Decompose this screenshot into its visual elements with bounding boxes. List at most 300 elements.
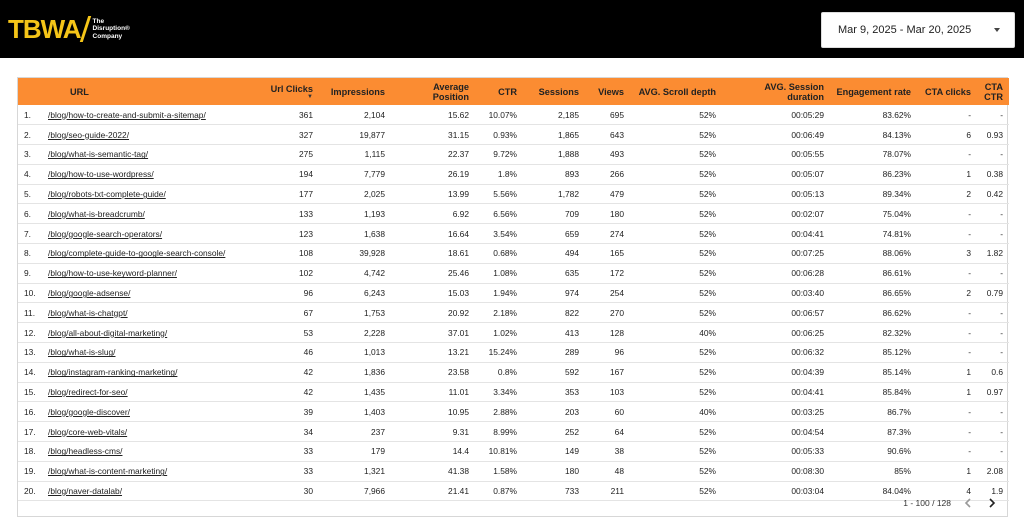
cell-clicks: 275 xyxy=(299,149,313,160)
url-link[interactable]: /blog/what-is-slug/ xyxy=(48,347,116,358)
cell-ctr: 2.88% xyxy=(493,406,517,417)
table-row xyxy=(18,224,1009,244)
url-cell xyxy=(44,481,249,501)
row-index: 7. xyxy=(24,228,31,239)
cell-ctr: 1.8% xyxy=(497,169,517,180)
cell-engagement: 88.06% xyxy=(882,248,911,259)
cell-position: 20.92 xyxy=(448,307,469,318)
url-cell xyxy=(44,461,249,481)
table-row xyxy=(18,422,1009,442)
date-range-value: Mar 9, 2025 - Mar 20, 2025 xyxy=(838,24,972,36)
url-link[interactable]: /blog/headless-cms/ xyxy=(48,446,123,457)
cell-duration: 00:04:39 xyxy=(791,367,824,378)
url-link[interactable]: /blog/instagram-ranking-marketing/ xyxy=(48,367,178,378)
cell-position: 25.46 xyxy=(448,268,469,279)
cell-scroll: 40% xyxy=(699,406,716,417)
url-cell xyxy=(44,105,249,125)
cell-sessions: 1,782 xyxy=(558,189,579,200)
cell-engagement: 83.62% xyxy=(882,109,911,120)
cell-impressions: 179 xyxy=(371,446,385,457)
cell-scroll: 52% xyxy=(699,109,716,120)
cell-engagement: 90.6% xyxy=(887,446,911,457)
cell-views: 270 xyxy=(610,307,624,318)
cell-views: 103 xyxy=(610,387,624,398)
url-cell xyxy=(44,184,249,204)
table-row xyxy=(18,164,1009,184)
cell-ctr: 0.93% xyxy=(493,129,517,140)
header-col-cta-ctr[interactable]: CTA CTR xyxy=(984,81,1003,102)
url-link[interactable]: /blog/google-adsense/ xyxy=(48,288,131,299)
cell-position: 13.99 xyxy=(448,189,469,200)
cell-engagement: 74.81% xyxy=(882,228,911,239)
cell-cta-clicks: 4 xyxy=(966,486,971,497)
cell-impressions: 1,435 xyxy=(364,387,385,398)
cell-impressions: 19,877 xyxy=(359,129,385,140)
top-bar xyxy=(0,0,1024,58)
row-index: 11. xyxy=(24,307,36,318)
cell-scroll: 52% xyxy=(699,367,716,378)
cell-cta-ctr: 0.38 xyxy=(986,169,1003,180)
cell-ctr: 15.24% xyxy=(488,347,517,358)
cell-duration: 00:03:04 xyxy=(791,486,824,497)
cell-scroll: 52% xyxy=(699,268,716,279)
url-link[interactable]: /blog/google-discover/ xyxy=(48,406,130,417)
url-cell xyxy=(44,323,249,343)
cell-clicks: 34 xyxy=(303,426,313,437)
cell-scroll: 52% xyxy=(699,169,716,180)
cell-impressions: 1,321 xyxy=(364,466,385,477)
cell-cta-ctr: 0.42 xyxy=(986,189,1003,200)
cell-cta-ctr: - xyxy=(1000,149,1003,160)
url-cell xyxy=(44,382,249,402)
cell-position: 23.58 xyxy=(448,367,469,378)
cell-cta-clicks: - xyxy=(968,268,971,279)
cell-duration: 00:05:55 xyxy=(791,149,824,160)
cell-impressions: 1,193 xyxy=(364,208,385,219)
cell-ctr: 0.68% xyxy=(493,248,517,259)
cell-views: 38 xyxy=(614,446,624,457)
col-index xyxy=(18,78,44,105)
cell-views: 48 xyxy=(614,466,624,477)
url-link[interactable]: /blog/what-is-breadcrumb/ xyxy=(48,208,145,219)
cell-engagement: 75.04% xyxy=(882,208,911,219)
cell-cta-clicks: 2 xyxy=(966,288,971,299)
table-row xyxy=(18,303,1009,323)
cell-cta-ctr: 0.6 xyxy=(991,367,1003,378)
table-row xyxy=(18,145,1009,165)
row-index: 14. xyxy=(24,367,36,378)
cell-clicks: 33 xyxy=(303,466,313,477)
cell-impressions: 1,115 xyxy=(364,149,385,160)
cell-engagement: 86.62% xyxy=(882,307,911,318)
cell-views: 479 xyxy=(610,189,624,200)
table-row xyxy=(18,184,1009,204)
cell-position: 14.4 xyxy=(452,446,469,457)
chevron-left-icon xyxy=(964,498,972,508)
cell-cta-clicks: - xyxy=(968,406,971,417)
table-row xyxy=(18,204,1009,224)
url-cell xyxy=(44,362,249,382)
cell-cta-ctr: 0.93 xyxy=(986,129,1003,140)
cell-views: 172 xyxy=(610,268,624,279)
cell-scroll: 52% xyxy=(699,189,716,200)
header-col-engagement-rate[interactable]: Engagement rate xyxy=(836,86,911,97)
cell-views: 128 xyxy=(610,327,624,338)
cell-ctr: 0.8% xyxy=(497,367,517,378)
cell-cta-clicks: - xyxy=(968,347,971,358)
cell-scroll: 52% xyxy=(699,446,716,457)
cell-scroll: 52% xyxy=(699,208,716,219)
table-row xyxy=(18,481,1009,501)
cell-clicks: 96 xyxy=(303,288,313,299)
cell-sessions: 709 xyxy=(565,208,579,219)
table-row xyxy=(18,125,1009,145)
cell-engagement: 86.61% xyxy=(882,268,911,279)
url-link[interactable]: /blog/what-is-content-marketing/ xyxy=(48,466,168,477)
header-col-url-clicks[interactable]: Url Clicks ▼ xyxy=(249,78,319,105)
tbwa-logo xyxy=(8,14,130,44)
cell-position: 18.61 xyxy=(448,248,469,259)
table-row xyxy=(18,105,1009,125)
cell-views: 64 xyxy=(614,426,624,437)
row-index: 10. xyxy=(24,288,36,299)
url-cell xyxy=(44,303,249,323)
cell-clicks: 42 xyxy=(303,387,313,398)
cell-duration: 00:05:07 xyxy=(791,169,824,180)
cell-views: 493 xyxy=(610,149,624,160)
cell-cta-clicks: 3 xyxy=(966,248,971,259)
cell-scroll: 40% xyxy=(699,327,716,338)
url-link[interactable]: /blog/what-is-chatgpt/ xyxy=(48,307,128,318)
url-link[interactable]: /blog/redirect-for-seo/ xyxy=(48,387,128,398)
cell-duration: 00:06:28 xyxy=(791,268,824,279)
cell-ctr: 3.54% xyxy=(493,228,517,239)
cell-cta-ctr: 0.79 xyxy=(986,288,1003,299)
table-body xyxy=(18,105,1009,501)
tagline-line-3: Company xyxy=(92,32,123,40)
cell-clicks: 102 xyxy=(299,268,313,279)
row-index: 15. xyxy=(24,387,36,398)
table-row xyxy=(18,263,1009,283)
prev-page-button[interactable] xyxy=(961,496,975,510)
url-cell xyxy=(44,283,249,303)
cell-ctr: 5.56% xyxy=(493,189,517,200)
cell-sessions: 413 xyxy=(565,327,579,338)
cell-clicks: 30 xyxy=(303,486,313,497)
cell-sessions: 893 xyxy=(565,169,579,180)
cell-duration: 00:03:40 xyxy=(791,288,824,299)
row-index: 1. xyxy=(24,109,31,120)
cell-position: 6.92 xyxy=(452,208,469,219)
header-col-sessions[interactable]: Sessions xyxy=(538,86,579,97)
cell-duration: 00:03:25 xyxy=(791,406,824,417)
cell-sessions: 635 xyxy=(565,268,579,279)
cell-duration: 00:06:49 xyxy=(791,129,824,140)
row-index: 20. xyxy=(24,486,36,497)
cell-views: 96 xyxy=(614,347,624,358)
cell-ctr: 1.02% xyxy=(493,327,517,338)
table-row xyxy=(18,382,1009,402)
cell-cta-ctr: - xyxy=(1000,426,1003,437)
cell-cta-clicks: 1 xyxy=(966,466,971,477)
cell-clicks: 327 xyxy=(299,129,313,140)
tagline-line-1: The xyxy=(92,17,105,25)
url-cell xyxy=(44,263,249,283)
cell-scroll: 52% xyxy=(699,466,716,477)
url-link[interactable]: /blog/how-to-use-keyword-planner/ xyxy=(48,268,177,279)
cell-engagement: 85.14% xyxy=(882,367,911,378)
cell-impressions: 39,928 xyxy=(359,248,385,259)
cell-cta-clicks: - xyxy=(968,327,971,338)
url-cell xyxy=(44,422,249,442)
cell-sessions: 203 xyxy=(565,406,579,417)
cell-cta-ctr: 2.08 xyxy=(986,466,1003,477)
url-cell xyxy=(44,125,249,145)
cell-cta-ctr: - xyxy=(1000,307,1003,318)
cell-sessions: 2,185 xyxy=(558,109,579,120)
cell-engagement: 85.12% xyxy=(882,347,911,358)
cell-sessions: 353 xyxy=(565,387,579,398)
cell-ctr: 0.87% xyxy=(493,486,517,497)
cell-sessions: 289 xyxy=(565,347,579,358)
cell-cta-clicks: - xyxy=(968,426,971,437)
table-row xyxy=(18,442,1009,462)
cell-cta-ctr: 1.9 xyxy=(991,486,1003,497)
cell-ctr: 9.72% xyxy=(493,149,517,160)
cell-views: 274 xyxy=(610,228,624,239)
row-index: 17. xyxy=(24,426,36,437)
url-cell xyxy=(44,244,249,264)
cell-sessions: 149 xyxy=(565,446,579,457)
url-link[interactable]: /blog/core-web-vitals/ xyxy=(48,426,128,437)
cell-cta-ctr: - xyxy=(1000,228,1003,239)
cell-duration: 00:05:29 xyxy=(791,109,824,120)
url-link[interactable]: /blog/how-to-create-and-submit-a-sitemap/ xyxy=(48,109,206,120)
cell-sessions: 822 xyxy=(565,307,579,318)
cell-duration: 00:04:54 xyxy=(791,426,824,437)
cell-cta-clicks: - xyxy=(968,109,971,120)
cell-impressions: 237 xyxy=(371,426,385,437)
row-index: 19. xyxy=(24,466,36,477)
cell-engagement: 84.13% xyxy=(882,129,911,140)
cell-cta-clicks: 1 xyxy=(966,387,971,398)
url-cell xyxy=(44,204,249,224)
cell-cta-ctr: - xyxy=(1000,347,1003,358)
cell-ctr: 10.81% xyxy=(488,446,517,457)
cell-ctr: 8.99% xyxy=(493,426,517,437)
table-row xyxy=(18,283,1009,303)
cell-duration: 00:06:57 xyxy=(791,307,824,318)
cell-clicks: 177 xyxy=(299,189,313,200)
cell-position: 10.95 xyxy=(448,406,469,417)
cell-cta-ctr: 0.97 xyxy=(986,387,1003,398)
cell-scroll: 52% xyxy=(699,228,716,239)
cell-views: 180 xyxy=(610,208,624,219)
cell-cta-ctr: - xyxy=(1000,327,1003,338)
cell-position: 37.01 xyxy=(448,327,469,338)
url-performance-table xyxy=(17,77,1008,517)
row-index: 8. xyxy=(24,248,31,259)
cell-cta-clicks: - xyxy=(968,446,971,457)
header-col-impressions[interactable]: Impressions xyxy=(330,86,385,97)
cell-scroll: 52% xyxy=(699,347,716,358)
cell-position: 22.37 xyxy=(448,149,469,160)
cell-engagement: 85.84% xyxy=(882,387,911,398)
cell-duration: 00:04:41 xyxy=(791,228,824,239)
cell-engagement: 78.07% xyxy=(882,149,911,160)
cell-position: 16.64 xyxy=(448,228,469,239)
header-col-cta-clicks[interactable]: CTA clicks xyxy=(925,86,971,97)
cell-cta-clicks: - xyxy=(968,228,971,239)
tagline-line-2: Disruption® xyxy=(92,25,130,33)
cell-impressions: 6,243 xyxy=(364,288,385,299)
table-row xyxy=(18,461,1009,481)
cell-position: 21.41 xyxy=(448,486,469,497)
row-index: 4. xyxy=(24,169,31,180)
url-cell xyxy=(44,145,249,165)
table-row xyxy=(18,244,1009,264)
table-row xyxy=(18,323,1009,343)
cell-views: 165 xyxy=(610,248,624,259)
cell-views: 167 xyxy=(610,367,624,378)
cell-engagement: 87.3% xyxy=(887,426,911,437)
cell-views: 60 xyxy=(614,406,624,417)
cell-cta-ctr: - xyxy=(1000,446,1003,457)
cell-duration: 00:06:32 xyxy=(791,347,824,358)
cell-impressions: 1,836 xyxy=(364,367,385,378)
url-link[interactable]: /blog/complete-guide-to-google-search-console/ xyxy=(48,248,226,259)
cell-ctr: 6.56% xyxy=(493,208,517,219)
cell-scroll: 52% xyxy=(699,149,716,160)
table-row xyxy=(18,343,1009,363)
cell-duration: 00:05:13 xyxy=(791,189,824,200)
cell-sessions: 592 xyxy=(565,367,579,378)
cell-scroll: 52% xyxy=(699,288,716,299)
cell-impressions: 1,638 xyxy=(364,228,385,239)
header-col-ctr[interactable]: CTR xyxy=(498,86,517,97)
header-col-url[interactable]: URL xyxy=(70,86,89,97)
cell-duration: 00:04:41 xyxy=(791,387,824,398)
url-link[interactable]: /blog/google-search-operators/ xyxy=(48,228,163,239)
cell-position: 31.15 xyxy=(448,129,469,140)
cell-scroll: 52% xyxy=(699,129,716,140)
url-link[interactable]: /blog/what-is-semantic-tag/ xyxy=(48,149,149,160)
url-cell xyxy=(44,442,249,462)
cell-sessions: 974 xyxy=(565,288,579,299)
cell-position: 41.38 xyxy=(448,466,469,477)
cell-clicks: 133 xyxy=(299,208,313,219)
table-row xyxy=(18,362,1009,382)
cell-sessions: 659 xyxy=(565,228,579,239)
logo-slash xyxy=(79,16,90,42)
cell-engagement: 89.34% xyxy=(882,189,911,200)
url-cell xyxy=(44,343,249,363)
url-link[interactable]: /blog/robots-txt-complete-guide/ xyxy=(48,189,166,200)
url-link[interactable]: /blog/how-to-use-wordpress/ xyxy=(48,169,154,180)
cell-cta-clicks: - xyxy=(968,149,971,160)
cell-engagement: 85% xyxy=(894,466,911,477)
cell-position: 13.21 xyxy=(448,347,469,358)
cell-sessions: 494 xyxy=(565,248,579,259)
date-range-picker[interactable] xyxy=(821,12,1015,48)
cell-position: 15.62 xyxy=(448,109,469,120)
cell-cta-ctr: - xyxy=(1000,268,1003,279)
sort-descending-icon: ▼ xyxy=(307,93,313,100)
cell-clicks: 361 xyxy=(299,109,313,120)
cell-clicks: 42 xyxy=(303,367,313,378)
header-col-average-position[interactable]: Average Position xyxy=(432,81,469,102)
cell-views: 211 xyxy=(610,486,624,497)
url-cell xyxy=(44,224,249,244)
cell-cta-clicks: 1 xyxy=(966,169,971,180)
cell-impressions: 7,966 xyxy=(364,486,385,497)
pagination xyxy=(903,494,999,512)
cell-ctr: 2.18% xyxy=(493,307,517,318)
cell-views: 695 xyxy=(610,109,624,120)
header-col-avg-scroll-depth[interactable]: AVG. Scroll depth xyxy=(638,86,716,97)
row-index: 18. xyxy=(24,446,36,457)
cell-clicks: 67 xyxy=(303,307,313,318)
row-index: 12. xyxy=(24,327,36,338)
caret-down-icon xyxy=(994,28,1000,32)
cell-views: 254 xyxy=(610,288,624,299)
cell-impressions: 1,013 xyxy=(364,347,385,358)
url-cell xyxy=(44,164,249,184)
table-header-row xyxy=(18,78,1009,105)
cell-cta-clicks: 6 xyxy=(966,129,971,140)
url-link[interactable]: /blog/all-about-digital-marketing/ xyxy=(48,327,168,338)
row-index: 3. xyxy=(24,149,31,160)
logo-tagline xyxy=(93,18,130,41)
cell-scroll: 52% xyxy=(699,486,716,497)
cell-impressions: 1,403 xyxy=(364,406,385,417)
cell-cta-clicks: - xyxy=(968,307,971,318)
chevron-right-icon xyxy=(988,498,996,508)
row-index: 6. xyxy=(24,208,31,219)
next-page-button[interactable] xyxy=(985,496,999,510)
header-col-views[interactable]: Views xyxy=(598,86,624,97)
cell-scroll: 52% xyxy=(699,307,716,318)
cell-clicks: 46 xyxy=(303,347,313,358)
cell-duration: 00:05:33 xyxy=(791,446,824,457)
cell-ctr: 3.34% xyxy=(493,387,517,398)
cell-impressions: 2,104 xyxy=(364,109,385,120)
header-col-avg-session-duration[interactable]: AVG. Session duration xyxy=(764,81,824,102)
cell-duration: 00:07:25 xyxy=(791,248,824,259)
table-row xyxy=(18,402,1009,422)
cell-ctr: 1.94% xyxy=(493,288,517,299)
cell-impressions: 2,025 xyxy=(364,189,385,200)
url-cell xyxy=(44,402,249,422)
cell-position: 9.31 xyxy=(452,426,469,437)
cell-engagement: 86.65% xyxy=(882,288,911,299)
cell-duration: 00:06:25 xyxy=(791,327,824,338)
row-index: 9. xyxy=(24,268,31,279)
url-link[interactable]: /blog/seo-guide-2022/ xyxy=(48,129,130,140)
logo-wordmark: TBWA xyxy=(8,14,81,44)
url-link[interactable]: /blog/naver-datalab/ xyxy=(48,486,123,497)
cell-impressions: 1,753 xyxy=(364,307,385,318)
cell-position: 15.03 xyxy=(448,288,469,299)
row-index: 2. xyxy=(24,129,31,140)
row-index: 16. xyxy=(24,406,36,417)
cell-position: 26.19 xyxy=(448,169,469,180)
cell-views: 643 xyxy=(610,129,624,140)
cell-views: 266 xyxy=(610,169,624,180)
cell-sessions: 1,865 xyxy=(558,129,579,140)
cell-engagement: 86.7% xyxy=(887,406,911,417)
cell-sessions: 180 xyxy=(565,466,579,477)
